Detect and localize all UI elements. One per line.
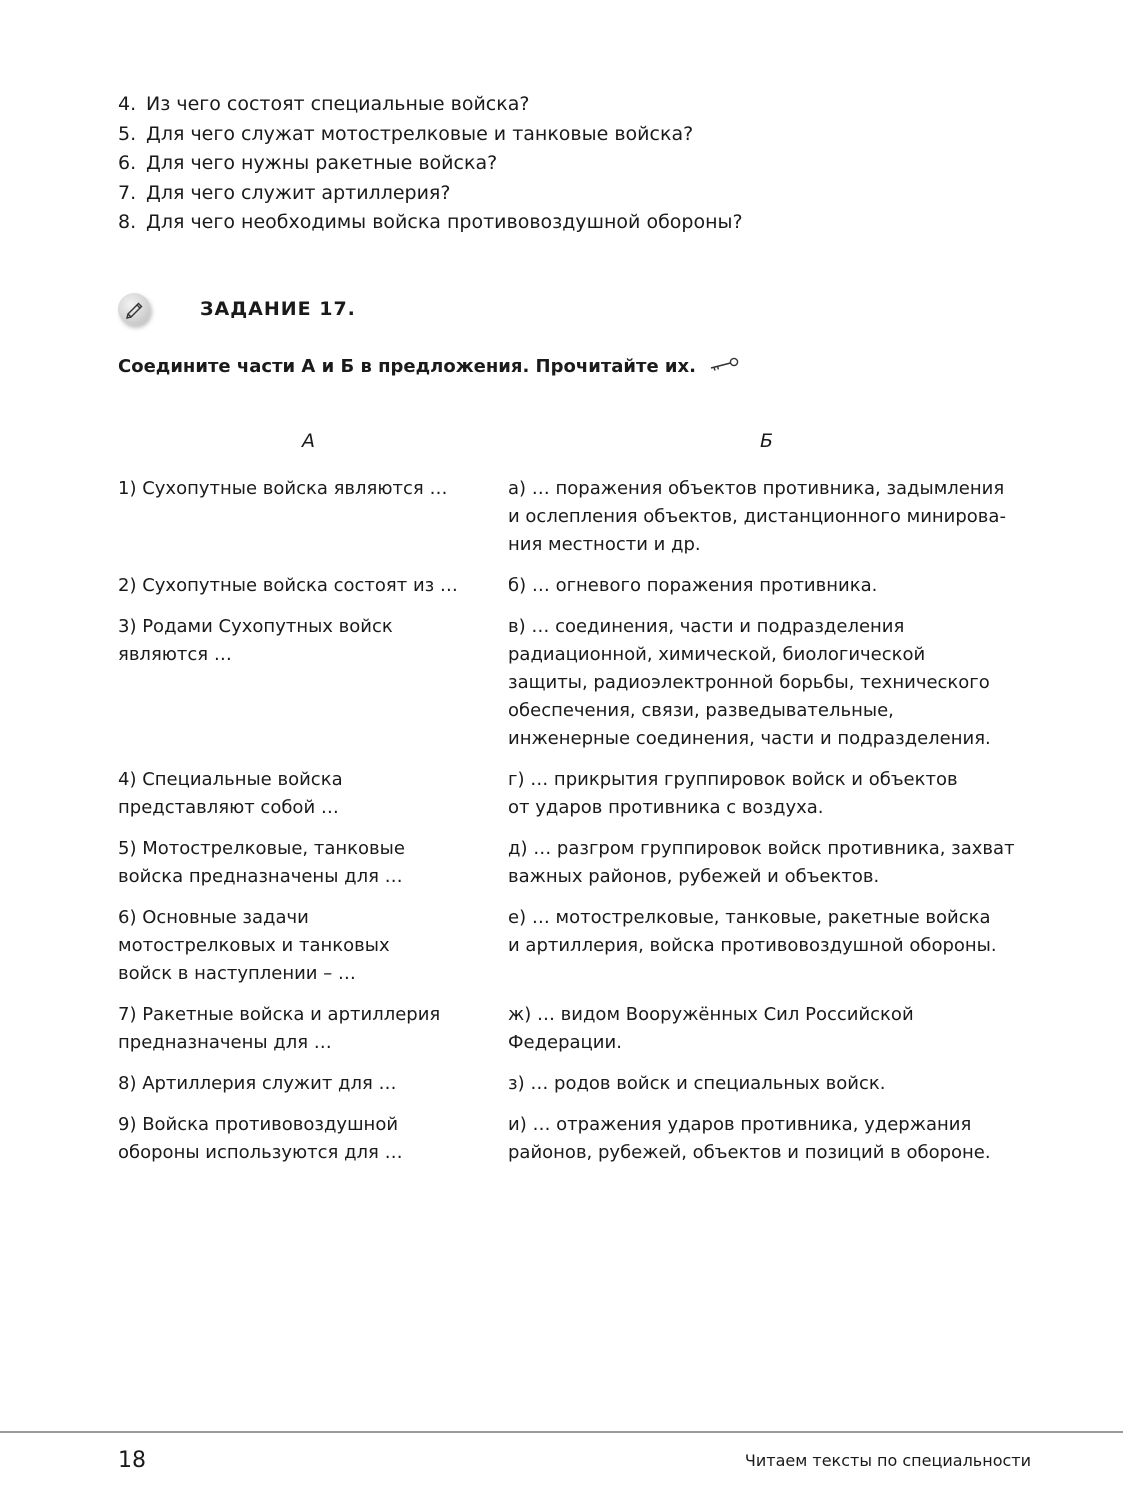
table-row: [118, 766, 1038, 822]
part-b-cell: з) … родов войск и специальных войск.: [508, 1073, 886, 1094]
question-number: 8.: [118, 211, 137, 233]
table-row: [118, 475, 1038, 559]
part-a-cell: 1) Сухопутные войска являются …: [118, 478, 448, 499]
question-list: [118, 90, 743, 238]
part-a-cell: 6) Основные задачи мотострелковых и танковых войск в наступлении – …: [118, 907, 390, 984]
question-text: Для чего нужны ракетные войска?: [146, 152, 498, 174]
question-number: 7.: [118, 181, 137, 204]
question-text: Для чего необходимы войска противовоздушной обороны?: [146, 211, 743, 233]
part-a-cell: 5) Мотострелковые, танковые войска предназначены для …: [118, 838, 405, 887]
part-b-cell: д) … разгром группировок войск противника, захват важных районов, рубежей и объектов.: [508, 838, 1015, 887]
part-b-cell: г) … прикрытия группировок войск и объектов от ударов противника с воздуха.: [508, 769, 958, 818]
part-b-cell: а) … поражения объектов противника, задымления и ослепления объектов, дистанционного минирова- ния местности и др.: [508, 478, 1006, 555]
table-row: [118, 1001, 1038, 1057]
question-number: 6.: [118, 152, 137, 174]
part-a-cell: 2) Сухопутные войска состоят из …: [118, 575, 458, 596]
part-b-cell: ж) … видом Вооружённых Сил Российской Федерации.: [508, 1004, 914, 1053]
question-text: Из чего состоят специальные войска?: [146, 93, 530, 115]
book-title: Читаем тексты по специальности: [744, 1451, 1031, 1470]
question-item: [118, 120, 743, 150]
task-header: [118, 292, 356, 326]
question-item: [118, 179, 743, 209]
instruction-text: Соедините части А и Б в предложения. Прочитайте их.: [118, 356, 696, 377]
part-a-cell: 3) Родами Сухопутных войск являются …: [118, 616, 393, 665]
part-a-cell: 8) Артиллерия служит для …: [118, 1073, 397, 1094]
table-row: [118, 1070, 1038, 1098]
part-a-cell: 7) Ракетные войска и артиллерия предназначены для …: [118, 1004, 441, 1053]
footer-divider: [0, 1431, 1123, 1433]
table-row: [118, 835, 1038, 891]
part-b-cell: и) … отражения ударов противника, удержания районов, рубежей, объектов и позиций в обороне.: [508, 1114, 991, 1163]
matching-table: [118, 475, 1038, 1180]
table-row: [118, 613, 1038, 753]
part-b-cell: е) … мотострелковые, танковые, ракетные войска и артиллерия, войска противовоздушной обороны.: [508, 907, 997, 956]
pencil-icon: [118, 293, 150, 325]
task-instruction: [118, 356, 740, 377]
part-b-cell: б) … огневого поражения противника.: [508, 575, 878, 596]
question-item: [118, 208, 743, 238]
table-row: [118, 572, 1038, 600]
page-number: 18: [118, 1448, 146, 1473]
part-b-cell: в) … соединения, части и подразделения радиационной, химической, биологической защиты, радиоэлектронной борьбы, технического обеспечения, связи, разведывательные, инженерные соединения, части и подразделения.: [508, 616, 991, 749]
question-number: 5.: [118, 122, 137, 145]
part-a-cell: 9) Войска противовоздушной обороны используются для …: [118, 1114, 403, 1163]
question-text: Для чего служит артиллерия?: [146, 181, 451, 204]
key-icon: [708, 356, 740, 377]
part-a-cell: 4) Специальные войска представляют собой …: [118, 769, 343, 818]
table-row: [118, 1111, 1038, 1167]
question-item: [118, 149, 743, 179]
task-title: ЗАДАНИЕ 17.: [200, 298, 356, 320]
question-text: Для чего служат мотострелковые и танковые войска?: [146, 122, 694, 145]
table-row: [118, 904, 1038, 988]
question-item: [118, 90, 743, 120]
question-number: 4.: [118, 93, 137, 115]
column-header-b: Б: [760, 430, 774, 452]
column-header-a: А: [302, 430, 315, 452]
